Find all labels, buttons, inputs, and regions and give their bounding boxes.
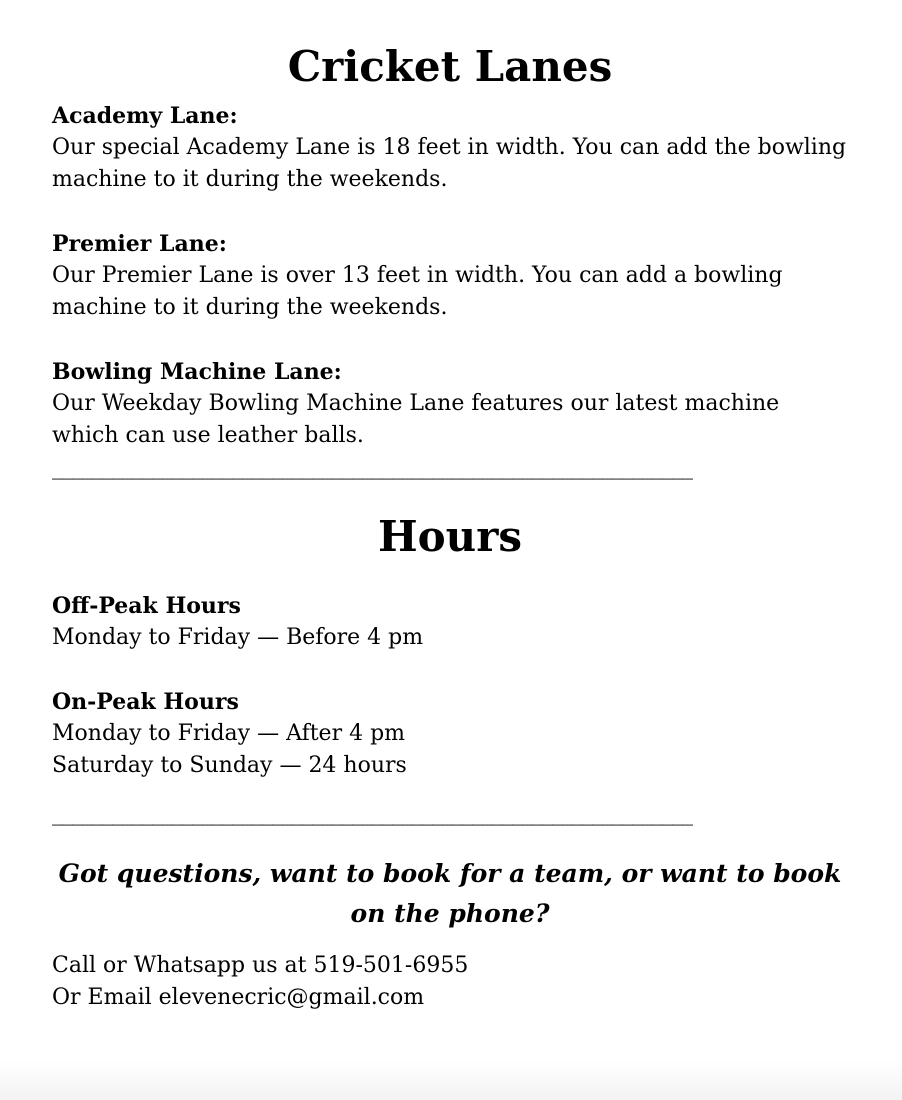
lane-name: Bowling Machine Lane: (52, 359, 342, 385)
hours-line: Monday to Friday — After 4 pm (52, 721, 406, 746)
off-peak-hours (52, 590, 852, 654)
phone-line: Call or Whatsapp us at 519-501-6955 (52, 953, 469, 978)
hours-line: Monday to Friday — Before 4 pm (52, 625, 424, 650)
contact-info (52, 950, 852, 1014)
lane-bowling-machine (52, 356, 852, 452)
on-peak-hours (52, 686, 852, 782)
lane-name: Academy Lane: (52, 103, 238, 129)
lane-description: Our Weekday Bowling Machine Lane features our latest machine which can use leather balls. (52, 391, 780, 448)
lane-description: Our special Academy Lane is 18 feet in width. You can add the bowling machine to it during the weekends. (52, 135, 847, 192)
contact-question: Got questions, want to book for a team, or want to book on the phone? (58, 859, 842, 928)
section-divider: ________________________________________________________________ (52, 801, 692, 826)
lane-name: Premier Lane: (52, 231, 227, 257)
email-line: Or Email elevenecric@gmail.com (52, 985, 425, 1010)
lane-premier (52, 228, 852, 324)
document-page (52, 0, 852, 1014)
lane-academy (52, 100, 852, 196)
hours-line: Saturday to Sunday — 24 hours (52, 753, 407, 778)
hours-heading: On-Peak Hours (52, 689, 239, 715)
hours-heading: Off-Peak Hours (52, 593, 241, 619)
hours-title: Hours (377, 512, 522, 561)
section-divider: ________________________________________________________________ (52, 455, 692, 480)
lane-description: Our Premier Lane is over 13 feet in width. You can add a bowling machine to it during the weekends. (52, 263, 783, 320)
page-bottom-shadow (0, 1060, 902, 1100)
page-title: Cricket Lanes (287, 42, 613, 91)
